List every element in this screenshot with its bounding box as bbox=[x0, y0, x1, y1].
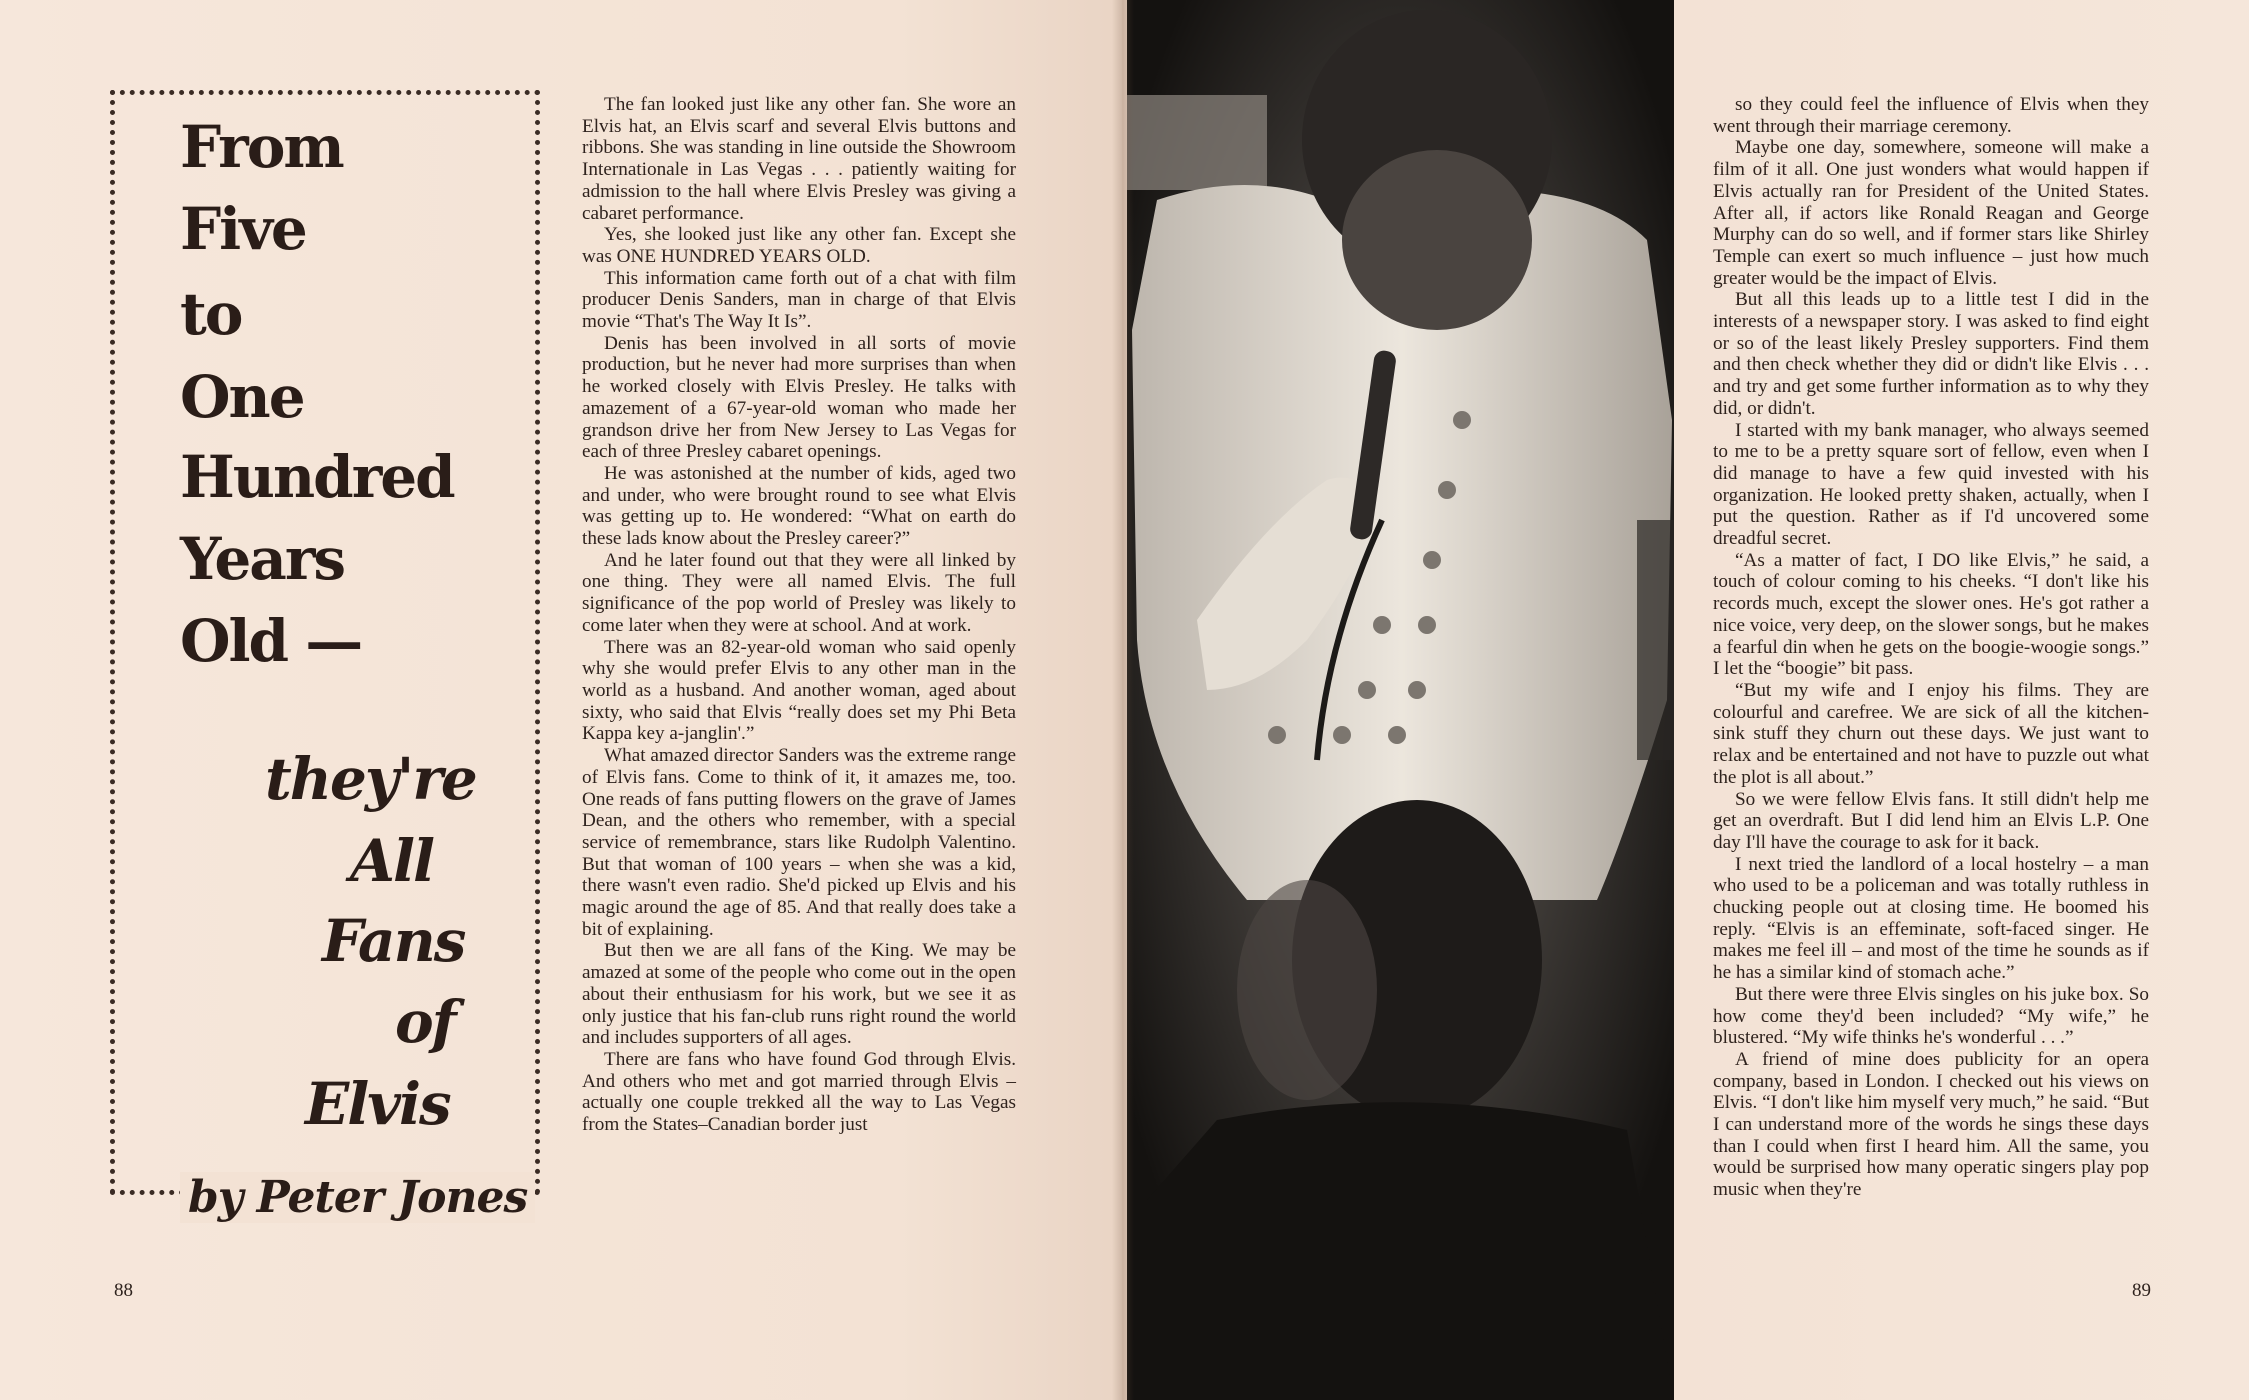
paragraph: Yes, she looked just like any other fan. Except she was ONE HUNDRED YEARS OLD. bbox=[582, 224, 1016, 267]
paragraph: There was an 82-year-old woman who said openly why she would prefer Elvis to any other man in the world as a husband. And another woman, aged about sixty, who said that Elvis “really does set my Phi Beta Kappa key a-janglin'.” bbox=[582, 636, 1016, 745]
paragraph: So we were fellow Elvis fans. It still didn't help me get an overdraft. But I did lend him an Elvis L.P. One day I'll have the courage to ask for it back. bbox=[1713, 788, 2149, 853]
paragraph: But all this leads up to a little test I did in the interests of a newspaper story. I was asked to find eight or so of the least likely Presley supporters. Find them and then check whether they did or didn't like Elvis . . . and try and get some further information as to why they did, or didn't. bbox=[1713, 289, 2149, 419]
title-line: Five bbox=[180, 195, 306, 263]
paragraph: The fan looked just like any other fan. She wore an Elvis hat, an Elvis scarf and several Elvis buttons and ribbons. She was standing in line outside the Showroom Internationale in Las Vegas . . . patiently waiting for admission to the hall where Elvis Presley was giving a cabaret performance. bbox=[582, 94, 1016, 224]
paragraph: “As a matter of fact, I DO like Elvis,” he said, a touch of colour coming to his cheeks. “I don't like his records much, except the slower ones. He's got rather a nice voice, very deep, on the slower songs, but he makes a fearful din when he gets on the boogie-woogie songs.” I let the “boogie” bit pass. bbox=[1713, 549, 2149, 680]
paragraph: Maybe one day, somewhere, someone will make a film of it all. One just wonders what would happen if Elvis actually ran for President of the United States. After all, if actors like Ronald Reagan and George Murphy can do so well, and if former stars like Shirley Temple can exert so much influence – just how much greater would be the impact of Elvis. bbox=[1713, 137, 2149, 289]
paragraph: “But my wife and I enjoy his films. They are colourful and carefree. We are sick of all the kitchen-sink stuff they churn out these days. We just want to relax and be entertained and not have to puzzle out what the plot is all about.” bbox=[1713, 679, 2149, 788]
byline: by Peter Jones bbox=[180, 1172, 535, 1223]
title-line: Years bbox=[180, 525, 345, 593]
title-line: From bbox=[180, 113, 343, 181]
paragraph: And he later found out that they were all linked by one thing. They were all named Elvis. The full significance of the pop world of Presley was likely to come later when they were at school. And at work. bbox=[582, 549, 1016, 636]
title-line: One bbox=[180, 363, 304, 431]
page-gutter bbox=[1112, 0, 1134, 1400]
paragraph: What amazed director Sanders was the extreme range of Elvis fans. Come to think of it, it amazes me, too. One reads of fans putting flowers on the grave of James Dean, and the others who remember, with a special service of remembrance, stars like Rudolph Valentino. But that woman of 100 years – when she was a kid, there wasn't even radio. She'd picked up Elvis and his magic around the age of 85. And that really does take a bit of explaining. bbox=[582, 745, 1016, 940]
title-line: Old — bbox=[180, 607, 362, 675]
article-column-left bbox=[582, 94, 1016, 1136]
elvis-concert-photo bbox=[1127, 0, 1674, 1400]
page-number-left: 88 bbox=[114, 1280, 133, 1301]
subtitle-line: Fans bbox=[322, 907, 465, 975]
title-line: Hundred bbox=[180, 443, 454, 511]
paragraph: I next tried the landlord of a local hostelry – a man who used to be a policeman and was totally ruthless in chucking people out at closing time. He boomed his reply. “Elvis is an effeminate, soft-faced singer. He makes me feel ill – and most of the time he sounds as if he has a similar kind of stomach ache.” bbox=[1713, 853, 2149, 984]
paragraph: There are fans who have found God through Elvis. And others who met and got married through Elvis – actually one couple trekked all the way to Las Vegas from the States–Canadian border just bbox=[582, 1048, 1016, 1136]
subtitle-line: of bbox=[395, 988, 455, 1056]
paragraph: Denis has been involved in all sorts of movie production, but he never had more surprises than when he worked closely with Elvis Presley. He talks with amazement of a 67-year-old woman who made her grandson drive her from New Jersey to Las Vegas for each of three Presley cabaret openings. bbox=[582, 332, 1016, 463]
paragraph: But then we are all fans of the King. We may be amazed at some of the people who come out in the open about their enthusiasm for his work, but we see it as only justice that his fan-club runs right round the world and includes supporters of all ages. bbox=[582, 940, 1016, 1049]
title-line: to bbox=[180, 280, 242, 348]
paragraph: I started with my bank manager, who always seemed to me to be a pretty square sort of fellow, even when I did manage to have a few quid invested with his organization. He looked pretty shaken, actually, when I put the question. Rather as if I'd uncovered some dreadful secret. bbox=[1713, 419, 2149, 550]
subtitle-line: All bbox=[350, 827, 434, 895]
subtitle-line: they're bbox=[265, 745, 476, 813]
paragraph: He was astonished at the number of kids, aged two and under, who were brought round to see what Elvis was getting up to. He wondered: “What on earth do these lads know about the Presley career?” bbox=[582, 462, 1016, 550]
subtitle-line: Elvis bbox=[305, 1070, 450, 1138]
paragraph: so they could feel the influence of Elvis when they went through their marriage ceremony. bbox=[1713, 94, 2149, 137]
page-number-right: 89 bbox=[2132, 1280, 2151, 1301]
paragraph: A friend of mine does publicity for an opera company, based in London. I checked out his views on Elvis. “I don't like him myself very much,” he said. “But I can understand more of the words he sings these days than I could when first I heard him. All the same, you would be surprised how many operatic singers play pop music when they're bbox=[1713, 1048, 2149, 1201]
paragraph: But there were three Elvis singles on his juke box. So how come they'd been included? “My wife,” he blustered. “My wife thinks he's wonderful . . .” bbox=[1713, 983, 2149, 1049]
article-column-right bbox=[1713, 94, 2149, 1201]
paragraph: This information came forth out of a chat with film producer Denis Sanders, man in charge of that Elvis movie “That's The Way It Is”. bbox=[582, 267, 1016, 333]
